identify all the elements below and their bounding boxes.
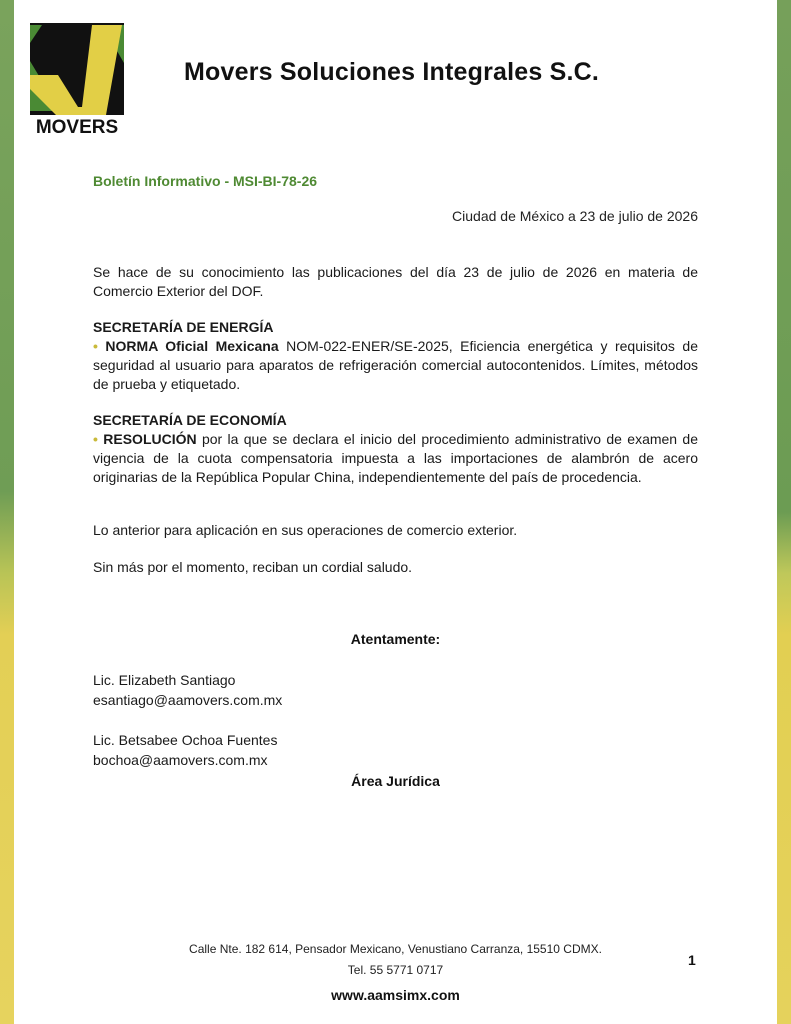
section-energia [93,318,698,394]
signatory-name: Lic. Elizabeth Santiago [93,672,236,688]
section-economia [93,411,698,487]
signatory-email: bochoa@aamovers.com.mx [93,752,268,768]
left-decorative-band [0,0,14,1024]
footer-phone: Tel. 55 5771 0717 [347,963,444,977]
greeting-paragraph: Sin más por el momento, reciban un cordial saludo. [93,559,413,575]
signatory-name: Lic. Betsabee Ochoa Fuentes [93,732,278,748]
section-lead: RESOLUCIÓN [103,431,197,447]
footer-website: www.aamsimx.com [331,987,460,1003]
section-heading: SECRETARÍA DE ECONOMÍA [93,412,287,428]
signatory-block [93,730,277,770]
bullet-icon: • [93,431,98,447]
department-name: Área Jurídica [351,773,440,789]
signoff: Atentamente: [350,631,441,647]
bulletin-title: Boletín Informativo - MSI-BI-78-26 [93,173,318,189]
right-decorative-band [777,0,791,1024]
date-line: Ciudad de México a 23 de julio de 2026 [452,208,698,224]
bullet-icon: • [93,338,98,354]
section-text: por la que se declara el inicio del procedimiento administrativo de examen de vigencia de la cuota compensatoria impuesta a las importaciones de alambrón de acero originarias de la República Popular China, independientemente del país de procedencia. [93,431,699,485]
logo-text: MOVERS [35,117,119,136]
footer-address: Calle Nte. 182 614, Pensador Mexicano, Venustiano Carranza, 15510 CDMX. [189,942,602,956]
section-lead: NORMA Oficial Mexicana [105,338,279,354]
page-number: 1 [688,952,696,968]
movers-logo [30,23,124,136]
section-text: NOM-022-ENER/SE-2025, Eficiencia energética y requisitos de seguridad al usuario para aparatos de refrigeración comercial autocontenidos. Límites, métodos de prueba y etiquetado. [93,338,698,392]
section-heading: SECRETARÍA DE ENERGÍA [93,319,274,335]
document-page [14,0,777,1024]
company-name: Movers Soluciones Integrales S.C. [184,58,600,86]
signatory-block [93,670,282,710]
closing-paragraph: Lo anterior para aplicación en sus operaciones de comercio exterior. [93,522,518,538]
signatory-email: esantiago@aamovers.com.mx [93,692,283,708]
intro-paragraph: Se hace de su conocimiento las publicaciones del día 23 de julio de 2026 en materia de Comercio Exterior del DOF. [93,264,698,299]
